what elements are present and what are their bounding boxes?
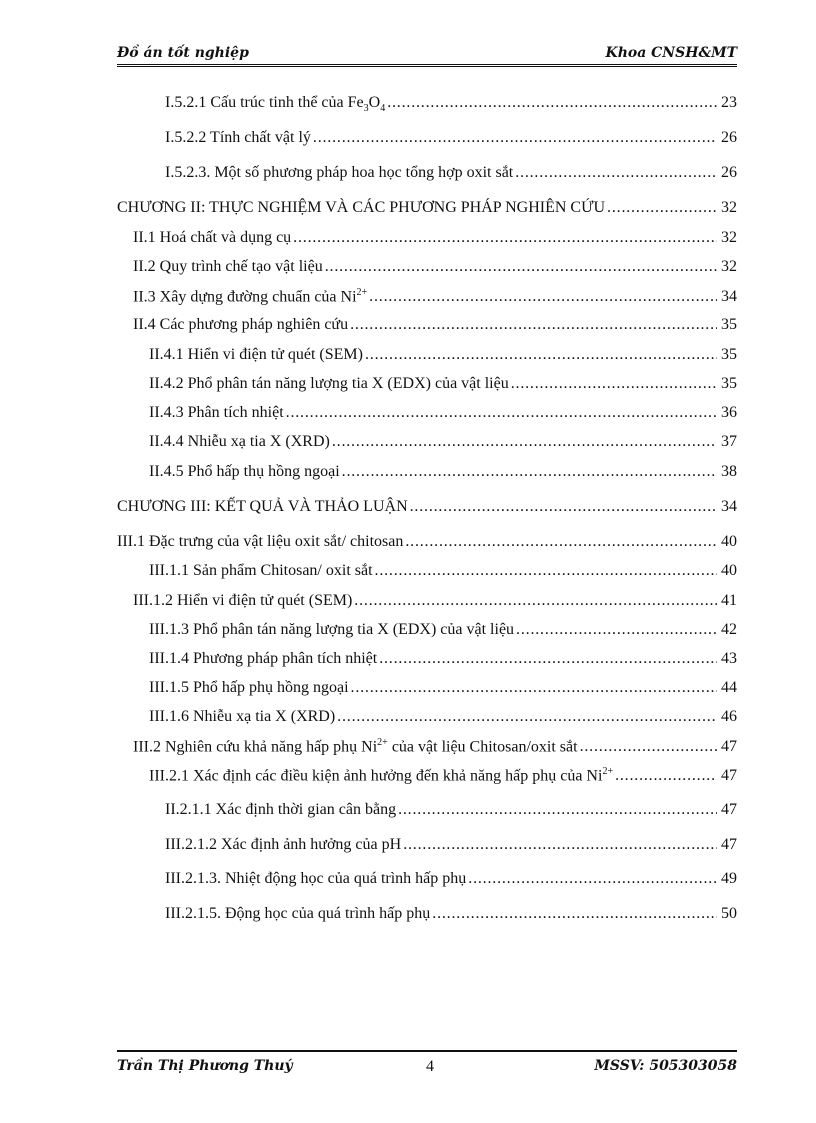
dot-leader [350, 316, 717, 334]
toc-page-number: 44 [721, 679, 737, 696]
superscript: 2+ [602, 766, 614, 777]
toc-page-number: 50 [721, 905, 737, 922]
toc-entry[interactable] [149, 375, 737, 393]
toc-page-number: 47 [721, 836, 737, 853]
toc-entry-title: III.2 Nghiên cứu khả năng hấp phụ $Ni^{2+}$ của vật liệu Chitosan/oxit sắt [133, 737, 578, 756]
toc-entry[interactable] [165, 94, 737, 114]
dot-leader [387, 94, 717, 112]
toc-entry[interactable] [165, 870, 737, 888]
dot-leader [580, 738, 717, 756]
page-number: 4 [426, 1058, 434, 1075]
dot-leader [325, 258, 717, 276]
dot-leader [511, 375, 717, 393]
toc-entry[interactable] [165, 836, 737, 854]
toc-entry-title: III.2.1.2 Xác định ảnh hưởng của pH [165, 836, 402, 853]
toc-page-number: 36 [721, 404, 737, 421]
toc-entry-title: II.4 Các phương pháp nghiên cứu [133, 316, 349, 333]
dot-leader [332, 433, 717, 451]
dot-leader [369, 288, 717, 306]
dot-leader [286, 404, 717, 422]
toc-page-number: 34 [721, 288, 737, 306]
toc-entry-title: II.4.1 Hiển vi điện tử quét (SEM) [149, 346, 363, 363]
toc-entry-title: III.1.2 Hiển vi điện tử quét (SEM) [133, 592, 353, 609]
toc-page-number: 32 [721, 229, 737, 246]
toc-entry[interactable] [149, 766, 737, 785]
toc-page-number: 32 [721, 258, 737, 275]
dot-leader [432, 905, 717, 923]
toc-page-number: 35 [721, 316, 737, 333]
toc-entry-title: III.1.5 Phổ hấp phụ hồng ngoại [149, 679, 349, 696]
toc-entry[interactable] [133, 737, 737, 756]
toc-entry-title: II.4.4 Nhiễu xạ tia X (XRD) [149, 433, 330, 450]
dot-leader [516, 621, 717, 639]
toc-page-number: 46 [721, 708, 737, 725]
toc-entry[interactable] [165, 129, 737, 147]
toc-entry[interactable] [149, 433, 737, 451]
toc-entry-title: I.5.2.2 Tính chất vật lý [165, 129, 311, 146]
header-right-text: Khoa CNSH&MT [605, 45, 737, 61]
toc-page-number: 35 [721, 375, 737, 392]
toc-page-number: 43 [721, 650, 737, 667]
toc-entry[interactable] [149, 679, 737, 697]
dot-leader [313, 129, 717, 147]
dot-leader [468, 870, 717, 888]
toc-entry[interactable] [133, 592, 737, 610]
toc-entry[interactable] [133, 229, 737, 247]
dot-leader [354, 592, 717, 610]
toc-entry[interactable] [149, 346, 737, 364]
subscript: 4 [380, 103, 386, 115]
toc-entry[interactable] [133, 258, 737, 276]
dot-leader [405, 533, 717, 551]
toc-page-number: 47 [721, 767, 737, 785]
toc-page-number: 40 [721, 533, 737, 550]
toc-entry-title: III.1.4 Phương pháp phân tích nhiệt [149, 650, 378, 667]
dot-leader [410, 498, 717, 516]
toc-entry-title: II.4.3 Phân tích nhiệt [149, 404, 284, 421]
footer-author: Trần Thị Phương Thuý [117, 1058, 293, 1074]
page-footer [117, 1050, 737, 1082]
toc-entry-title: III.1.3 Phổ phân tán năng lượng tia X (EDX) của vật liệu [149, 621, 515, 638]
toc-entry-title: III.2.1 Xác định các điều kiện ảnh hưởng đến khả năng hấp phụ của $Ni^{2+}$ [149, 766, 614, 785]
footer-student-id: MSSV: 505303058 [594, 1058, 737, 1074]
dot-leader [379, 650, 717, 668]
toc-page-number: 47 [721, 801, 737, 818]
toc-entry-title: II.4.5 Phổ hấp thụ hồng ngoại [149, 463, 340, 480]
toc-entry[interactable] [149, 621, 737, 639]
superscript: 2+ [356, 287, 368, 298]
toc-entry-title: II.3 Xây dựng đường chuẩn của $Ni^{2+}$ [133, 287, 368, 306]
toc-page-number: 37 [721, 433, 737, 450]
toc-entry[interactable] [149, 650, 737, 668]
toc-page-number: 23 [721, 94, 737, 111]
toc-entry[interactable] [165, 164, 737, 182]
toc-entry-title: III.1.6 Nhiễu xạ tia X (XRD) [149, 708, 336, 725]
toc-page-number: 47 [721, 738, 737, 756]
toc-page-number: 35 [721, 346, 737, 363]
dot-leader [615, 767, 717, 785]
page-header [117, 40, 737, 67]
toc-entry[interactable] [149, 404, 737, 422]
dot-leader [375, 562, 717, 580]
subscript: 3 [363, 103, 369, 115]
toc-page-number: 41 [721, 592, 737, 609]
toc-entry-title: CHƯƠNG III: KẾT QUẢ VÀ THẢO LUẬN [117, 498, 408, 515]
superscript: 2+ [377, 737, 388, 748]
toc-entry[interactable] [165, 801, 737, 819]
toc-entry[interactable] [133, 316, 737, 334]
dot-leader [398, 801, 717, 819]
toc-entry-title: II.4.2 Phổ phân tán năng lượng tia X (EDX) của vật liệu [149, 375, 509, 392]
toc-entry[interactable] [117, 533, 737, 551]
toc-entry-title: III.1 Đặc trưng của vật liệu oxit sắt/ chitosan [117, 533, 404, 550]
dot-leader [607, 199, 717, 217]
toc-page-number: 26 [721, 129, 737, 146]
dot-leader [337, 708, 717, 726]
dot-leader [351, 679, 717, 697]
toc-entry-title: II.2 Quy trình chế tạo vật liệu [133, 258, 323, 275]
toc-page-number: 40 [721, 562, 737, 579]
toc-entry-title: I.5.2.1 Cấu trúc tinh thể của $Fe_3O_4$ [165, 94, 386, 115]
toc-entry-title: III.2.1.5. Động học của quá trình hấp phụ [165, 905, 431, 922]
toc-page-number: 32 [721, 199, 737, 216]
toc-page-number: 38 [721, 463, 737, 480]
dot-leader [403, 836, 717, 854]
toc-page-number: 34 [721, 498, 737, 515]
toc-entry-title: II.1 Hoá chất và dụng cụ [133, 229, 292, 246]
toc-entry-title: III.1.1 Sản phẩm Chitosan/ oxit sắt [149, 562, 373, 579]
dot-leader [342, 463, 717, 481]
toc-entry[interactable] [133, 287, 737, 306]
toc-entry-title: CHƯƠNG II: THỰC NGHIỆM VÀ CÁC PHƯƠNG PHÁP NGHIÊN CỨU [117, 199, 606, 216]
dot-leader [293, 229, 717, 247]
dot-leader [365, 346, 717, 364]
toc-entry-title: III.2.1.3. Nhiệt động học của quá trình hấp phụ [165, 870, 467, 887]
toc-entry-title: I.5.2.3. Một số phương pháp hoa học tổng hợp oxit sắt [165, 164, 514, 181]
header-left-text: Đồ án tốt nghiệp [117, 45, 249, 61]
dot-leader [515, 164, 717, 182]
toc-page-number: 49 [721, 870, 737, 887]
toc-entry[interactable] [117, 498, 737, 516]
toc-entry-title: II.2.1.1 Xác định thời gian cân bằng [165, 801, 397, 818]
toc-entry[interactable] [149, 463, 737, 481]
toc-entry[interactable] [149, 708, 737, 726]
toc-page-number: 26 [721, 164, 737, 181]
toc-entry[interactable] [165, 905, 737, 923]
toc-entry[interactable] [117, 199, 737, 217]
toc-page-number: 42 [721, 621, 737, 638]
toc-entry[interactable] [149, 562, 737, 580]
